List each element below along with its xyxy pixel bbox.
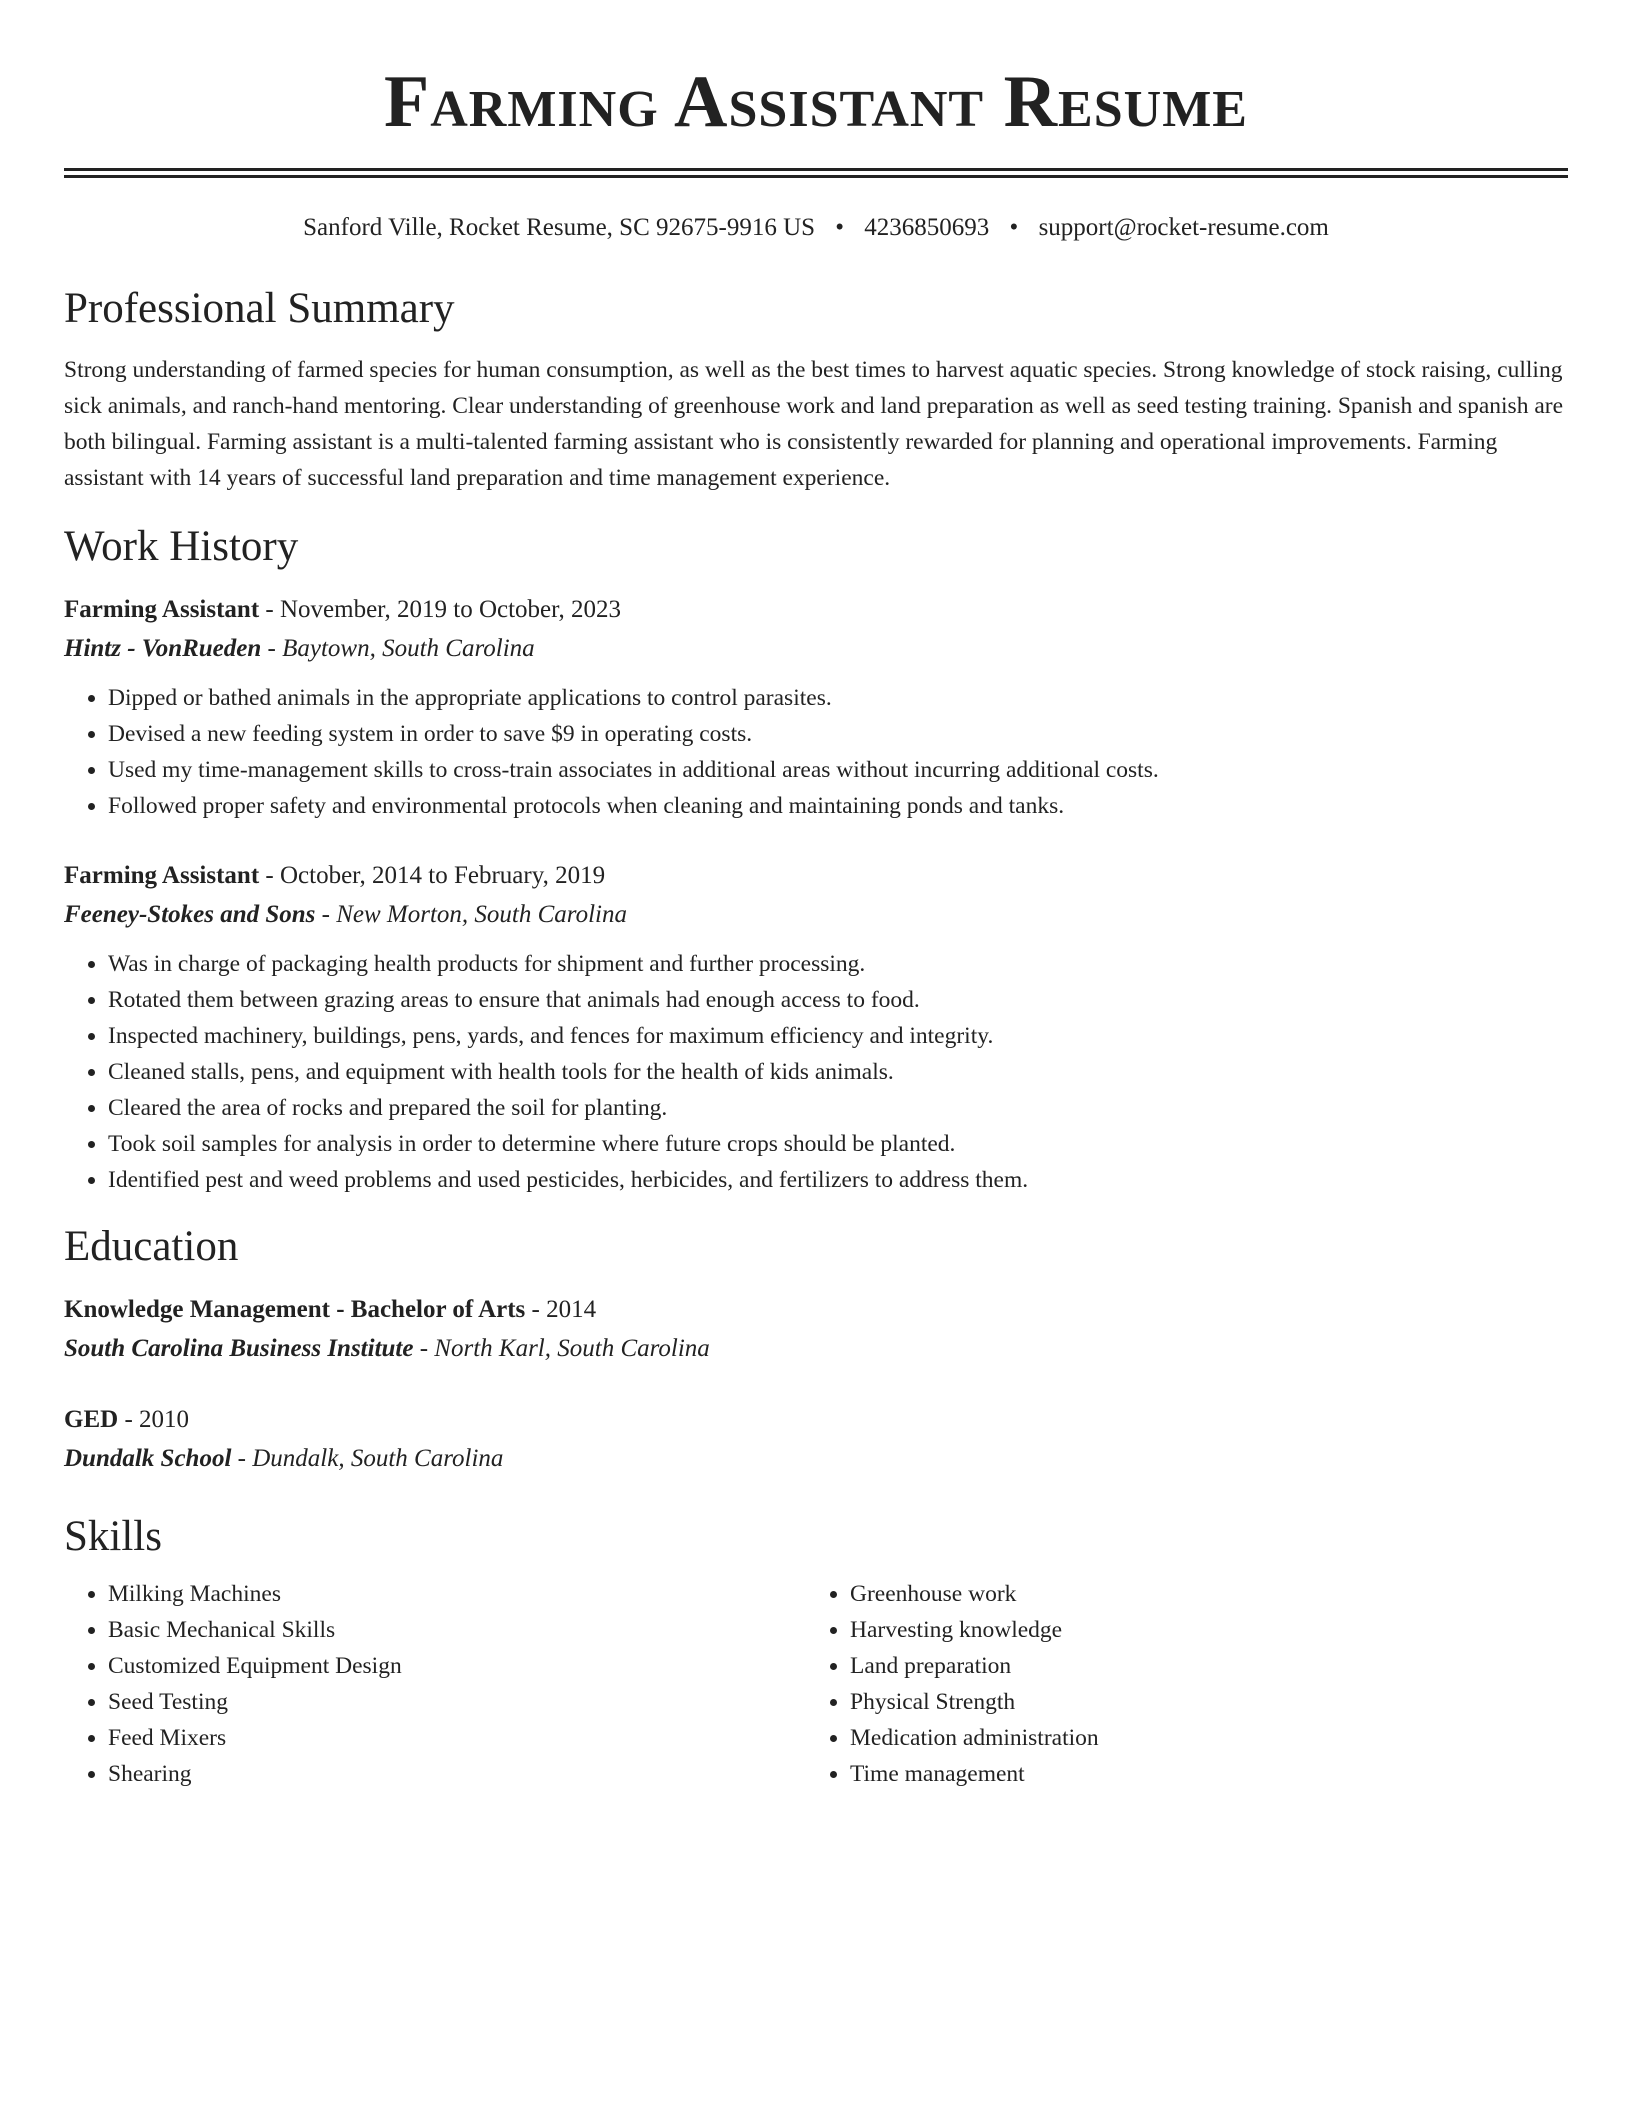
skills-heading: Skills (64, 1513, 162, 1560)
degree-line (64, 1290, 1568, 1329)
degree: GED (64, 1406, 119, 1433)
skill-item: • Physical Strength (850, 1684, 1548, 1720)
skill-item: • Shearing (108, 1756, 806, 1792)
graduation-year: - 2014 (525, 1296, 597, 1323)
skill-item: • Seed Testing (108, 1684, 806, 1720)
skills-list (64, 1576, 1568, 1792)
job-company: Feeney-Stokes and Sons (64, 901, 316, 928)
skill-item: • Basic Mechanical Skills (108, 1612, 806, 1648)
job-duty: • Rotated them between grazing areas to ensure that animals had enough access to food. (108, 982, 1568, 1018)
title-divider (64, 168, 1568, 178)
job-company-line (64, 629, 1568, 668)
skill-item: • Harvesting knowledge (850, 1612, 1548, 1648)
contact-address: Sanford Ville, Rocket Resume, SC 92675-9916 US (303, 214, 816, 241)
job-duty: • Followed proper safety and environmental protocols when cleaning and maintaining ponds and tanks. (108, 788, 1568, 824)
school-line (64, 1329, 1568, 1368)
school-line (64, 1439, 1568, 1478)
job-duty: • Inspected machinery, buildings, pens, yards, and fences for maximum efficiency and integrity. (108, 1018, 1568, 1054)
skill-item: • Greenhouse work (850, 1576, 1548, 1612)
work-history-heading: Work History (64, 523, 299, 570)
job-duty: • Took soil samples for analysis in order to determine where future crops should be planted. (108, 1126, 1568, 1162)
job-dates: - October, 2014 to February, 2019 (259, 862, 606, 889)
job-title: Farming Assistant (64, 862, 260, 889)
graduation-year: - 2010 (118, 1406, 190, 1433)
skill-item: • Milking Machines (108, 1576, 806, 1612)
degree: Knowledge Management - Bachelor of Arts (64, 1296, 526, 1323)
contact-separator: • (835, 214, 845, 241)
job-duties (64, 946, 1568, 1198)
job-entry (64, 590, 1568, 824)
summary-heading: Professional Summary (64, 285, 455, 332)
school-name: Dundalk School (64, 1445, 232, 1472)
education-heading: Education (64, 1223, 239, 1270)
education-entry (64, 1290, 1568, 1368)
degree-line (64, 1400, 1568, 1439)
job-duty: • Identified pest and weed problems and used pesticides, herbicides, and fertilizers to address them. (108, 1162, 1568, 1198)
skill-item: • Feed Mixers (108, 1720, 806, 1756)
school-location: - Dundalk, South Carolina (231, 1445, 504, 1472)
job-duty: • Used my time-management skills to cross-train associates in additional areas without incurring additional costs. (108, 752, 1568, 788)
skills-column-right (806, 1576, 1548, 1792)
job-location: - New Morton, South Carolina (315, 901, 627, 928)
job-title-line (64, 856, 1568, 895)
school-location: - North Karl, South Carolina (413, 1335, 710, 1362)
skill-item: • Medication administration (850, 1720, 1548, 1756)
job-duty: • Dipped or bathed animals in the appropriate applications to control parasites. (108, 680, 1568, 716)
job-title: Farming Assistant (64, 596, 260, 623)
job-location: - Baytown, South Carolina (261, 635, 535, 662)
job-duties (64, 680, 1568, 824)
job-duty: • Was in charge of packaging health products for shipment and further processing. (108, 946, 1568, 982)
job-company-line (64, 895, 1568, 934)
contact-separator: • (1009, 214, 1019, 241)
job-duty: • Cleared the area of rocks and prepared the soil for planting. (108, 1090, 1568, 1126)
skill-item: • Time management (850, 1756, 1548, 1792)
education-entry (64, 1400, 1568, 1478)
summary-text: Strong understanding of farmed species for human consumption, as well as the best times to harvest aquatic species. Strong knowledge of stock raising, culling sick animals, and ranch-hand mentoring. Clear understanding of greenhouse work and land preparation as well as seed testing training. Spanish and spanish are both bilingual. Farming assistant is a multi-talented farming assistant who is consistently rewarded for planning and operational improvements. Farming assistant with 14 years of successful land preparation and time management experience. (64, 357, 1564, 491)
job-duty: • Cleaned stalls, pens, and equipment with health tools for the health of kids animals. (108, 1054, 1568, 1090)
contact-email: support@rocket-resume.com (1038, 214, 1329, 241)
job-title-line (64, 590, 1568, 629)
job-company: Hintz - VonRueden (64, 635, 262, 662)
school-name: South Carolina Business Institute (64, 1335, 414, 1362)
contact-phone: 4236850693 (864, 214, 990, 241)
skill-item: • Customized Equipment Design (108, 1648, 806, 1684)
resume-title: Farming Assistant Resume (384, 61, 1248, 143)
job-entry (64, 856, 1568, 1198)
job-dates: - November, 2019 to October, 2023 (259, 596, 621, 623)
skill-item: • Land preparation (850, 1648, 1548, 1684)
skills-column-left (64, 1576, 806, 1792)
contact-line (64, 212, 1568, 244)
job-duty: • Devised a new feeding system in order to save $9 in operating costs. (108, 716, 1568, 752)
